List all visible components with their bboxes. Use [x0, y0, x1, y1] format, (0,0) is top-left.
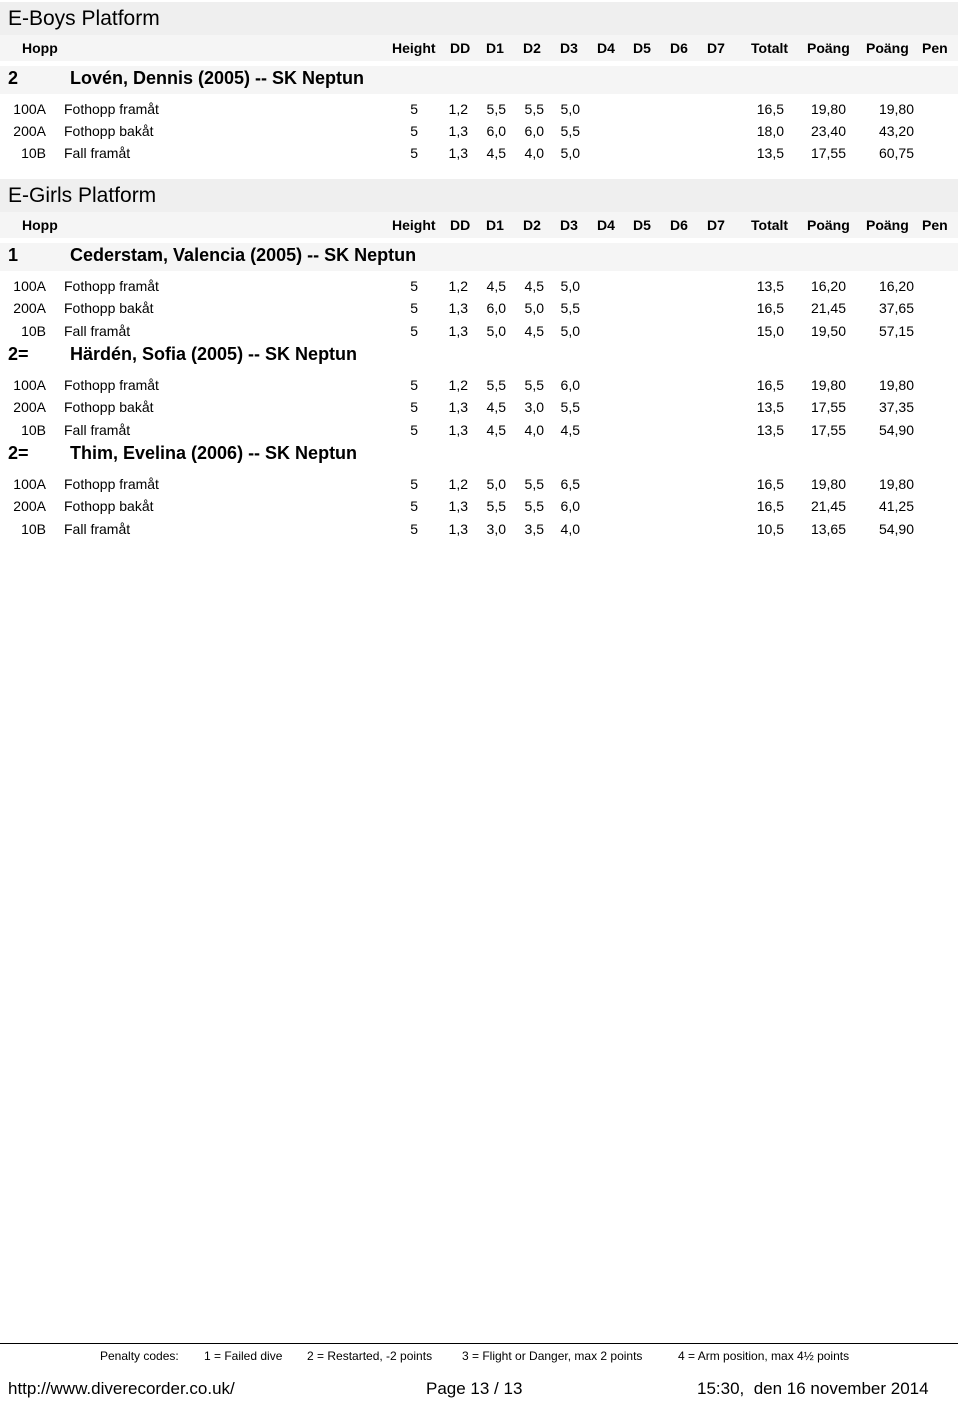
dive-cumulative: 37,35 [878, 399, 914, 415]
dive-d1: 4,5 [486, 422, 506, 438]
col-poang: Poäng [807, 40, 850, 56]
dive-d1: 4,5 [486, 399, 506, 415]
dive-d3: 5,0 [560, 323, 580, 339]
dive-name: Fothopp framåt [64, 101, 159, 117]
dive-d2: 3,0 [524, 399, 544, 415]
dive-points: 17,55 [810, 145, 846, 161]
dive-d3: 4,0 [560, 521, 580, 537]
dive-code: 200A [13, 399, 46, 415]
dive-cumulative: 60,75 [878, 145, 914, 161]
col-d5: D5 [633, 217, 651, 233]
dive-total: 13,5 [756, 145, 784, 161]
dive-dd: 1,3 [448, 123, 468, 139]
dive-code: 100A [13, 377, 46, 393]
dive-points: 17,55 [810, 399, 846, 415]
dive-row [0, 396, 958, 418]
dive-row [0, 374, 958, 396]
col-d4: D4 [597, 217, 615, 233]
dive-cumulative: 43,20 [878, 123, 914, 139]
dive-cumulative: 37,65 [878, 300, 914, 316]
dive-d2: 5,5 [524, 498, 544, 514]
dive-height: 5 [410, 422, 418, 438]
dive-d3: 5,5 [560, 399, 580, 415]
dive-d3: 5,0 [560, 101, 580, 117]
dive-row [0, 320, 958, 342]
dive-height: 5 [410, 476, 418, 492]
dive-total: 16,5 [756, 101, 784, 117]
dive-total: 13,5 [756, 422, 784, 438]
dive-row [0, 297, 958, 319]
dive-dd: 1,2 [448, 278, 468, 294]
dive-d1: 6,0 [486, 123, 506, 139]
dive-points: 16,20 [810, 278, 846, 294]
col-dd: DD [450, 217, 471, 233]
dive-cumulative: 54,90 [878, 422, 914, 438]
diver-name: Härdén, Sofia (2005) -- SK Neptun [70, 344, 358, 364]
dive-name: Fall framåt [64, 145, 131, 161]
penalty-code-2: 2 = Restarted, -2 points [307, 1349, 433, 1363]
dive-total: 18,0 [756, 123, 784, 139]
dive-d3: 4,5 [560, 422, 580, 438]
dive-points: 13,65 [810, 521, 846, 537]
col-d1: D1 [486, 40, 504, 56]
dive-d3: 6,0 [560, 377, 580, 393]
dive-total: 16,5 [756, 300, 784, 316]
dive-code: 200A [13, 123, 46, 139]
section-title [0, 179, 958, 212]
dive-dd: 1,3 [448, 323, 468, 339]
dive-name: Fall framåt [64, 422, 131, 438]
col-d5: D5 [633, 40, 651, 56]
dive-dd: 1,3 [448, 521, 468, 537]
dive-dd: 1,3 [448, 498, 468, 514]
diver-rank: 2= [8, 443, 29, 463]
footer-page-number: Page 13 / 13 [426, 1379, 523, 1398]
col-height: Height [392, 217, 436, 233]
col-d6: D6 [670, 217, 688, 233]
dive-total: 15,0 [756, 323, 784, 339]
dive-d2: 5,5 [524, 377, 544, 393]
dive-cumulative: 41,25 [878, 498, 914, 514]
dive-name: Fothopp framåt [64, 278, 159, 294]
dive-row [0, 120, 958, 142]
dive-points: 19,80 [810, 476, 846, 492]
diver-row [0, 66, 958, 94]
dive-name: Fothopp bakåt [64, 399, 154, 415]
diver-rank: 2 [8, 68, 19, 88]
dive-points: 21,45 [810, 300, 846, 316]
penalty-label: Penalty codes: [100, 1349, 179, 1363]
dive-cumulative: 57,15 [878, 323, 914, 339]
diver-rank: 2= [8, 344, 29, 364]
dive-dd: 1,2 [448, 476, 468, 492]
col-totalt: Totalt [751, 40, 789, 56]
dive-name: Fothopp bakåt [64, 300, 154, 316]
col-d3: D3 [560, 40, 578, 56]
column-header-row [0, 212, 958, 238]
dive-points: 19,80 [810, 377, 846, 393]
dive-name: Fall framåt [64, 323, 131, 339]
col-d2: D2 [523, 40, 541, 56]
dive-d2: 4,5 [524, 323, 544, 339]
dive-dd: 1,2 [448, 101, 468, 117]
dive-d3: 5,5 [560, 123, 580, 139]
dive-points: 19,50 [810, 323, 846, 339]
dive-row [0, 98, 958, 120]
dive-d1: 3,0 [486, 521, 506, 537]
dive-height: 5 [410, 399, 418, 415]
dive-cumulative: 16,20 [878, 278, 914, 294]
dive-total: 16,5 [756, 377, 784, 393]
dive-d3: 5,0 [560, 278, 580, 294]
dive-code: 100A [13, 278, 46, 294]
dive-code: 10B [21, 145, 46, 161]
dive-height: 5 [410, 300, 418, 316]
footer-divider [0, 1343, 958, 1344]
dive-code: 10B [21, 521, 46, 537]
dive-name: Fothopp bakåt [64, 498, 154, 514]
diver-name: Cederstam, Valencia (2005) -- SK Neptun [70, 245, 417, 265]
dive-d1: 5,5 [486, 377, 506, 393]
dive-points: 17,55 [810, 422, 846, 438]
dive-d3: 5,5 [560, 300, 580, 316]
dive-row [0, 142, 958, 164]
dive-row [0, 275, 958, 297]
col-d6: D6 [670, 40, 688, 56]
dive-code: 200A [13, 300, 46, 316]
dive-total: 13,5 [756, 399, 784, 415]
dive-points: 19,80 [810, 101, 846, 117]
dive-dd: 1,3 [448, 300, 468, 316]
dive-d2: 4,0 [524, 145, 544, 161]
diver-row [0, 441, 958, 469]
dive-dd: 1,3 [448, 422, 468, 438]
diver-name: Thim, Evelina (2006) -- SK Neptun [70, 443, 358, 463]
diver-rank: 1 [8, 245, 19, 265]
col-d3: D3 [560, 217, 578, 233]
col-poang: Poäng [807, 217, 850, 233]
col-hopp: Hopp [22, 217, 58, 233]
penalty-code-1: 1 = Failed dive [204, 1349, 283, 1363]
dive-d3: 6,0 [560, 498, 580, 514]
dive-d3: 6,5 [560, 476, 580, 492]
dive-d2: 4,0 [524, 422, 544, 438]
dive-cumulative: 19,80 [878, 377, 914, 393]
dive-code: 10B [21, 422, 46, 438]
col-totalt: Totalt [751, 217, 789, 233]
dive-code: 100A [13, 101, 46, 117]
penalty-code-3: 3 = Flight or Danger, max 2 points [462, 1349, 643, 1363]
dive-dd: 1,2 [448, 377, 468, 393]
dive-row [0, 518, 958, 540]
dive-code: 10B [21, 323, 46, 339]
dive-dd: 1,3 [448, 399, 468, 415]
dive-d3: 5,0 [560, 145, 580, 161]
dive-height: 5 [410, 145, 418, 161]
dive-name: Fothopp bakåt [64, 123, 154, 139]
dive-d1: 5,5 [486, 498, 506, 514]
dive-d2: 3,5 [524, 521, 544, 537]
diver-row [0, 243, 958, 271]
dive-d1: 5,0 [486, 476, 506, 492]
dive-cumulative: 54,90 [878, 521, 914, 537]
diver-name: Lovén, Dennis (2005) -- SK Neptun [70, 68, 365, 88]
col-pen: Pen [922, 40, 948, 56]
section-title-text: E-Girls Platform [8, 184, 157, 207]
dive-code: 200A [13, 498, 46, 514]
dive-dd: 1,3 [448, 145, 468, 161]
dive-d1: 5,0 [486, 323, 506, 339]
section-title [0, 2, 958, 35]
dive-d2: 5,5 [524, 101, 544, 117]
col-d1: D1 [486, 217, 504, 233]
col-poang-cumulative: Poäng [866, 217, 909, 233]
dive-height: 5 [410, 521, 418, 537]
dive-d2: 4,5 [524, 278, 544, 294]
dive-d2: 6,0 [524, 123, 544, 139]
dive-height: 5 [410, 377, 418, 393]
col-height: Height [392, 40, 436, 56]
dive-height: 5 [410, 498, 418, 514]
dive-name: Fothopp framåt [64, 377, 159, 393]
dive-name: Fothopp framåt [64, 476, 159, 492]
dive-d2: 5,0 [524, 300, 544, 316]
dive-height: 5 [410, 323, 418, 339]
dive-row [0, 419, 958, 441]
dive-d1: 6,0 [486, 300, 506, 316]
col-d7: D7 [707, 217, 725, 233]
dive-d2: 5,5 [524, 476, 544, 492]
col-pen: Pen [922, 217, 948, 233]
dive-height: 5 [410, 278, 418, 294]
dive-cumulative: 19,80 [878, 101, 914, 117]
footer-datetime: 15:30, den 16 november 2014 [697, 1379, 929, 1398]
dive-points: 21,45 [810, 498, 846, 514]
col-d4: D4 [597, 40, 615, 56]
column-header-row [0, 35, 958, 61]
footer-url: http://www.diverecorder.co.uk/ [8, 1379, 235, 1398]
diver-row [0, 342, 958, 370]
dive-height: 5 [410, 101, 418, 117]
dive-name: Fall framåt [64, 521, 131, 537]
col-poang-cumulative: Poäng [866, 40, 909, 56]
col-hopp: Hopp [22, 40, 58, 56]
dive-d1: 4,5 [486, 278, 506, 294]
dive-total: 16,5 [756, 498, 784, 514]
dive-row [0, 495, 958, 517]
dive-total: 13,5 [756, 278, 784, 294]
dive-d1: 5,5 [486, 101, 506, 117]
dive-row [0, 473, 958, 495]
col-dd: DD [450, 40, 471, 56]
dive-d1: 4,5 [486, 145, 506, 161]
dive-cumulative: 19,80 [878, 476, 914, 492]
dive-total: 16,5 [756, 476, 784, 492]
col-d7: D7 [707, 40, 725, 56]
col-d2: D2 [523, 217, 541, 233]
dive-height: 5 [410, 123, 418, 139]
section-title-text: E-Boys Platform [8, 7, 160, 30]
penalty-code-4: 4 = Arm position, max 4½ points [678, 1349, 850, 1363]
dive-total: 10,5 [756, 521, 784, 537]
dive-points: 23,40 [810, 123, 846, 139]
dive-code: 100A [13, 476, 46, 492]
